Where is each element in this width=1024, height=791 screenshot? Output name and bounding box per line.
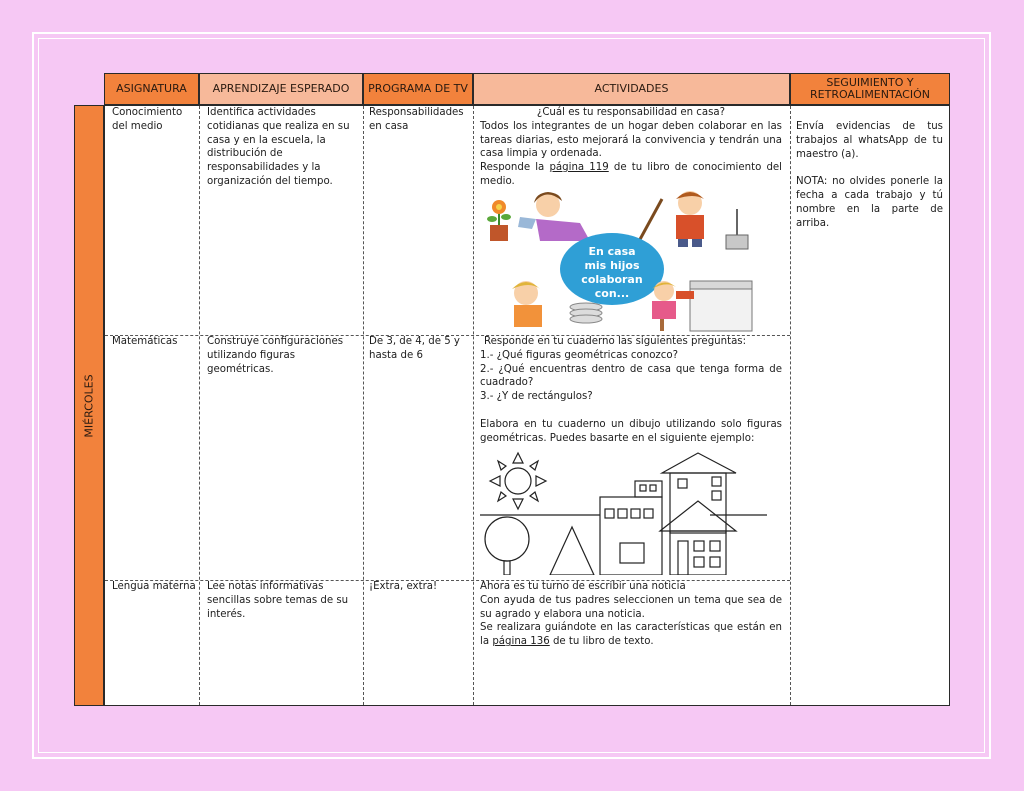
svg-text:mis hijos: mis hijos <box>584 259 640 272</box>
row3-asignatura: Lengua materna <box>112 581 196 592</box>
seguimiento-text <box>796 120 943 230</box>
day-label: MIÉRCOLES <box>82 373 96 438</box>
column-divider <box>790 106 791 705</box>
house-icon <box>660 453 736 575</box>
girl-watering-icon <box>518 192 590 241</box>
row3-aprendizaje: Lee notas informativas sencillas sobre temas de su interés. <box>207 581 349 620</box>
row2-activity-text: Elabora en tu cuaderno un dibujo utilizando solo figuras geométricas. Puedes basarte en el siguiente ejemplo: <box>480 418 782 444</box>
tree-circle-icon <box>485 517 529 575</box>
row2-question-3: 3.- ¿Y de rectángulos? <box>480 391 593 403</box>
row3-activity-text: Con ayuda de tus padres seleccionen un tema que sea de su agrado y elabora una noticia. <box>480 594 782 620</box>
row1-programa: Responsabilidades en casa <box>369 107 464 132</box>
girl-laundry-icon <box>652 281 752 331</box>
row1-asignatura: Conocimiento del medio <box>112 107 183 132</box>
svg-text:En casa: En casa <box>588 245 636 258</box>
svg-text:con...: con... <box>594 287 630 300</box>
svg-text:colaboran: colaboran <box>581 273 643 286</box>
row3-actividades <box>480 580 782 649</box>
header-programa: PROGRAMA DE TV <box>363 73 473 105</box>
page-119-link[interactable]: página 119 <box>549 162 609 174</box>
row1-activity-instruction: Responde la página 119 de tu libro de conocimiento del medio. <box>480 162 783 187</box>
row2-actividades <box>480 335 782 445</box>
row3-activity-title: Ahora es tu turno de escribir una noticia <box>480 581 686 592</box>
row3-activity-instruction: Se realizara guiándote en las características que están en la página 136 de tu libro de texto. <box>480 622 782 648</box>
seguimiento-evidencias: Envía evidencias de tus trabajos al whatsApp de tu maestro (a). <box>796 121 943 160</box>
row1-activity-title: ¿Cuál es tu responsabilidad en casa? <box>536 107 726 118</box>
header-aprendizaje: APRENDIZAJE ESPERADO <box>199 73 363 105</box>
column-divider <box>199 106 200 705</box>
row1-actividades <box>480 106 782 189</box>
page-136-link[interactable]: página 136 <box>492 636 550 648</box>
column-divider <box>473 106 474 705</box>
header-actividades: ACTIVIDADES <box>473 73 790 105</box>
row2-asignatura: Matemáticas <box>112 336 178 347</box>
badge-icon <box>560 233 664 305</box>
geometric-drawing <box>480 447 767 575</box>
chores-illustration <box>480 189 756 333</box>
sun-icon <box>490 453 546 509</box>
triangle-icon <box>550 527 594 575</box>
row1-activity-text: Todos los integrantes de un hogar deben colaborar en las tareas diarias, esto mejorará la convivencia y tendrán una casa limpia y ordenada. <box>480 120 782 160</box>
column-divider <box>363 106 364 705</box>
row2-question-1: 1.- ¿Qué figuras geométricas conozco? <box>480 349 679 361</box>
row2-programa: De 3, de 4, de 5 y hasta de 6 <box>369 336 460 361</box>
seguimiento-nota: NOTA: no olvides ponerle la fecha a cada trabajo y tú nombre en la parte de arriba. <box>796 176 943 229</box>
flower-pot-icon <box>487 200 511 241</box>
day-column <box>74 105 104 706</box>
row3-programa: ¡Extra, extra! <box>369 581 438 592</box>
building-icon <box>600 481 662 575</box>
row2-activity-intro: Responde en tu cuaderno las siguientes preguntas: <box>484 336 747 347</box>
row2-aprendizaje: Construye configuraciones utilizando figuras geométricas. <box>207 336 344 375</box>
header-asignatura: ASIGNATURA <box>104 73 199 105</box>
header-seguimiento: SEGUIMIENTO Y RETROALIMENTACIÓN <box>790 73 950 105</box>
row1-aprendizaje: Identifica actividades cotidianas que realiza en su casa y en la escuela, la distribución de responsabilidades y la organización del tiempo. <box>207 107 350 187</box>
row2-question-2: 2.- ¿Qué encuentras dentro de casa que tenga forma de cuadrado? <box>480 363 782 389</box>
